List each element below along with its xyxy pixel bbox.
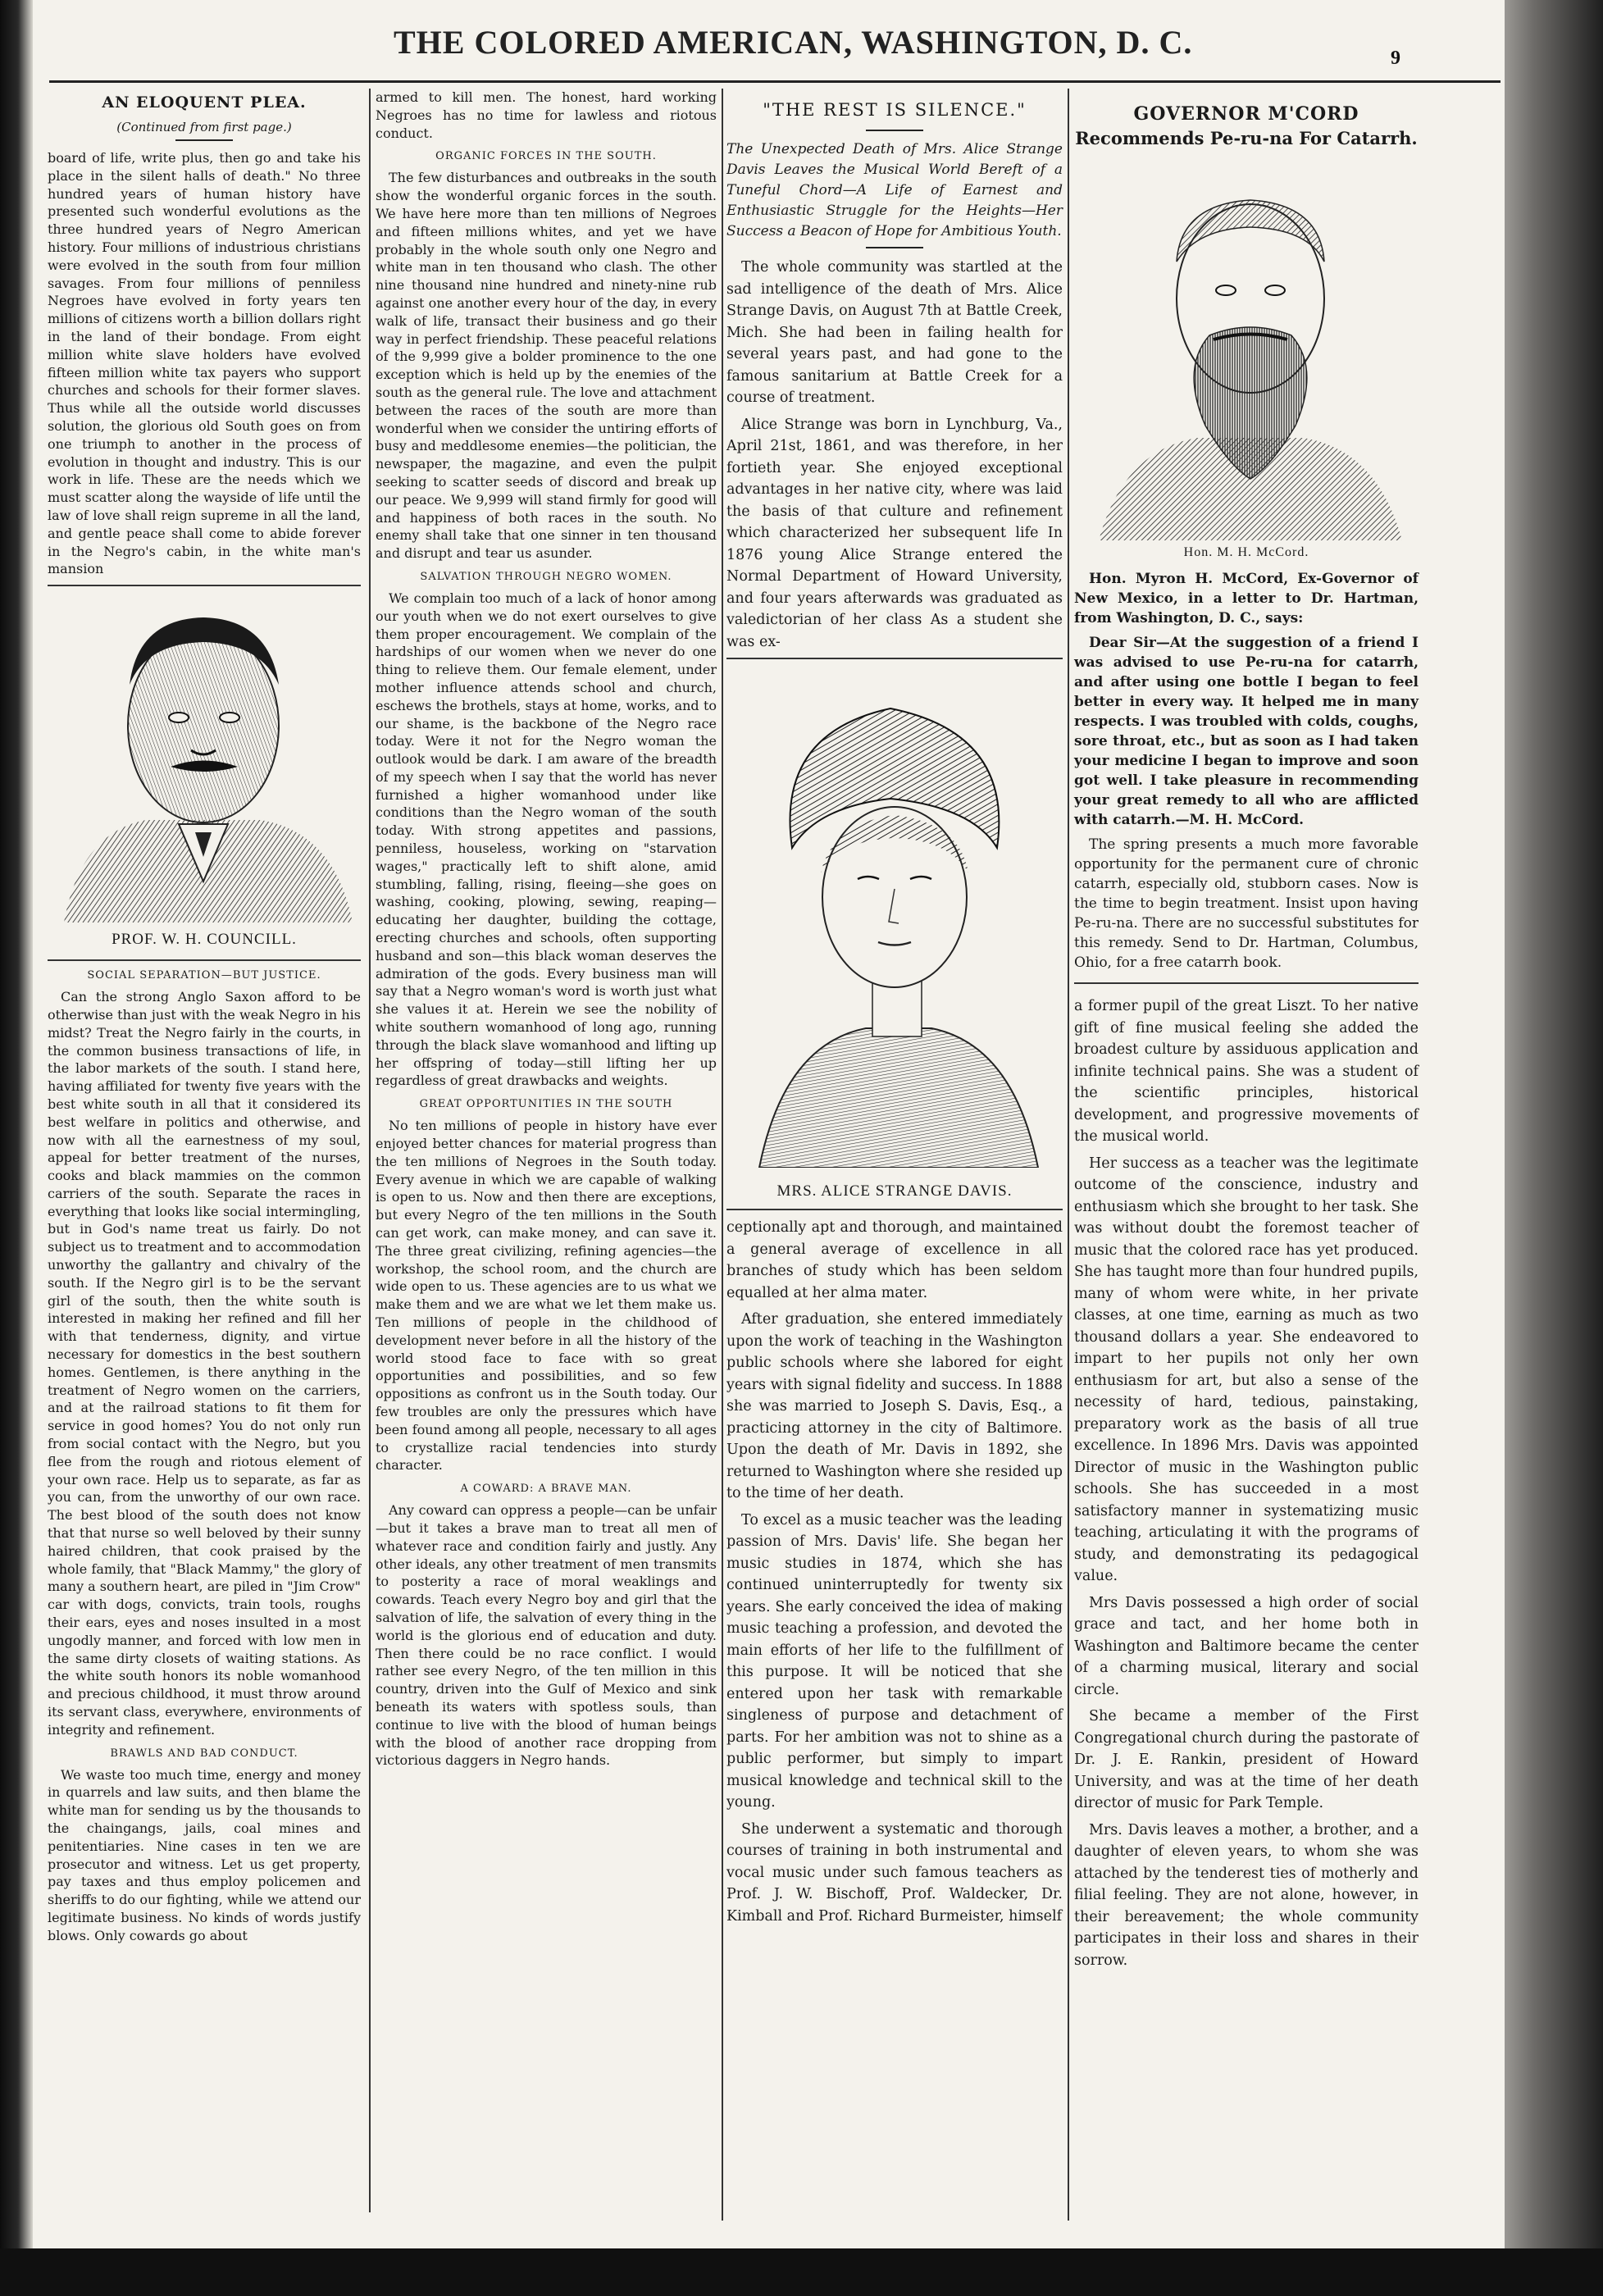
col2-paragraph-1: The few disturbances and outbreaks in the south show the wonderful organic forces in the south. We have here more than ten millions of Negroes and fifteen millions whites, and yet we have probably in the whole south only one Negro and white man in ten thousand who clash. The other nine thousand nine hundred and ninety-nine rub against one another every hour of the day, in every walk of life, transact their business and go their way in perfect friendship. These peaceful relations of the 9,999 give a bolder prominence to the one exception which is held up by the enemies of the south as the general rule. The love and attachment between the races of the south are more than wonderful when we consider the untiring efforts of busy and meddlesome enemies—the politician, the newspaper, the magazine, and even the pulpit seeking to scatter seeds of discord and break up our peace. We 9,999 will stand firmly for good will and happiness of both races in the south. No enemy shall take that one sinner in ten thousand and disrupt and tear us asunder. bbox=[376, 170, 717, 562]
mccord-subheading: Recommends Pe-ru-na For Catarrh. bbox=[1075, 128, 1418, 148]
plea-continued: (Continued from first page.) bbox=[116, 120, 292, 134]
page-number: 9 bbox=[1391, 48, 1400, 69]
silence-paragraph-2: Alice Strange was born in Lynchburg, Va., April 21st, 1861, and was therefore, in her fortieth year. She enjoyed exceptional advantages in her native city, where was laid the basis of that culture and refinement which characterized her subsequent life In 1876 young Alice Strange entered the Normal Department of Howard University, and four years afterwards was graduated as valedictorian of her class As a student she was ex- bbox=[726, 416, 1063, 650]
plea-heading: AN ELOQUENT PLEA. bbox=[102, 93, 307, 112]
councill-caption: PROF. W. H. COUNCILL. bbox=[112, 931, 297, 949]
column-rule-3 bbox=[1068, 89, 1069, 2221]
col2-paragraph-4: Any coward can oppress a people—can be unfair—but it takes a brave man to treat all men of whatever race and condition fairly and justly. Any other ideals, any other treatment of men transmits to posterity a race of moral weaklings and cowards. Teach every Negro boy and girl that the salvation of life, the salvation of every thing in the world is the glorious end of education and duty. Then there could be no race conflict. I would rather see every Negro, of the ten million in this country, driven into the Gulf of Mexico and sink beneath its waters with spotless souls, than continue to live with the blood of human beings with the blood of another race dropping from victorious daggers in Negro hands. bbox=[376, 1502, 717, 1769]
divider bbox=[866, 247, 923, 248]
mccord-paragraph-3: The spring presents a much more favorable opportunity for the permanent cure of chronic catarrh, especially old, stubborn cases. Now is the time to begin treatment. Insist upon having Pe-ru-na. There are no successful substitutes for this remedy. Send to Dr. Hartman, Columbus, Ohio, for a free catarrh book. bbox=[1074, 836, 1419, 971]
masthead-title: THE COLORED AMERICAN, WASHINGTON, D. C. bbox=[394, 24, 1193, 61]
col2-subheading-4: A COWARD: A BRAVE MAN. bbox=[460, 1483, 632, 1496]
plea-paragraph-2: Can the strong Anglo Saxon afford to be otherwise than just with the weak Negro in his midst? Treat the Negro fairly in the courts, in the common business transactions of life, in the labor markets of the south. I stand here, having affiliated for twenty five years with the best white south in all that it considered its best welfare in politics and otherwise, and now with all the earnestness of my soul, appeal for better treatment of the nurses, cooks and black mammies on the common carriers of the south. Separate the races in everything that looks like social intermingling, but in God's name treat us fairly. Do not subject us to treatment and to accommodation unworthy the gallantry and chivalry of the south. If the Negro girl is to be the servant girl of the south, then the white south is interested in making her refined and fill her with that tenderness, dignity, and virtue necessary for domestics in the best southern homes. Gentlemen, is there anything in the treatment of Negro women on the carriers, and at the railroad stations to fit them for service in good homes? You do not only run from social contact with the Negro, but you flee from the rough and riotous element of your own race. Help us to separate, as far as you can, from the unworthy of our own race. The best blood of the south does not know that that nurse so well beloved by their sunny haired children, that cook praised by the whole family, that "Black Mammy," the glory of many a southern heart, are piled in "Jim Crow" car with dogs, convicts, train tools, roughs their ears, eyes and noses insulted in a most ungodly manner, and forced with low men in the same dirty closets of waiting stations. As the white south honors its noble womanhood and precious childhood, it must throw around its servant class, everywhere, environments of integrity and refinement. bbox=[48, 989, 361, 1738]
mccord-engraving bbox=[1074, 155, 1419, 540]
councill-engraving bbox=[48, 586, 361, 922]
portrait-davis bbox=[726, 658, 1063, 1210]
silence-deck: The Unexpected Death of Mrs. Alice Strange Davis Leaves the Musical World Bereft of a Tuneful Chord—A Life of Earnest and Enthusiastic Struggle for the Heights—Her Success a Beacon of Hope for Ambitious Youth. bbox=[726, 141, 1063, 239]
plea-paragraph-1: board of life, write plus, then go and take his place in the silent halls of death." No three hundred years of human history have presented such wonderful evolutions as the three hundred years of Negro American history. Four millions of industrious christians were evolved in the south from four million savages. From four millions of penniless Negroes have evolved in forty years ten millions of citizens worth a billion dollars right in the land of their bondage. From eight million white slave holders have evolved fifteen million white tax payers who support churches and schools for their former slaves. Thus while all the outside world discusses solution, the glorious old South goes on from one triumph to another in the process of evolution in thought and industry. This is our work in life. These are the needs which we must scatter along the wayside of life until the law of love shall reign supreme in all the land, and gentle peace shall come to abide forever in the Negro's cabin, in the white man's mansion bbox=[48, 150, 361, 577]
col2-paragraph-3: No ten millions of people in history have ever enjoyed better chances for material progress than the ten millions of Negroes in the South today. Every avenue in which we are capable of walking is open to us. Now and then there are exceptions, but every Negro of the ten millions in the South can get work, can make money, and can save it. The three great civilizing, refining agencies—the workshop, the school room, and the church are wide open to us. These agencies are to us what we make them and we are what we let them make us. Ten millions of people in the childhood of development never before in all the history of the world stood face to face with so great opportunities and possibilities, and so few oppositions as confront us in the South today. Our few troubles are only the pressures which have been found among all people, necessary to all ages to crystallize racial tendencies into sturdy character. bbox=[376, 1118, 717, 1474]
silence-paragraph-5: To excel as a music teacher was the leading passion of Mrs. Davis' life. She began her music studies in 1874, which she has continued uninterruptedly for twenty six years. She early conceived the idea of making music teaching a profession, and devoted the main efforts of her life to the fulfillment of this purpose. It will be noticed that she entered upon her task with remarkable singleness of purpose and detachment of parts. For her ambition was not to shine as a public performer, but simply to impart musical knowledge and technical skill to the young. bbox=[726, 1511, 1063, 1811]
column-plea-continued bbox=[376, 89, 717, 1774]
silence-paragraph-1: The whole community was startled at the sad intelligence of the death of Mrs. Alice Strange Davis, on August 7th at Battle Creek, Mich. She had been in failing health for several years past, and had gone to the famous sanitarium at Battle Creek for a course of treatment. bbox=[726, 259, 1063, 406]
portrait-councill bbox=[48, 585, 361, 961]
divider bbox=[866, 130, 923, 131]
mccord-caption: Hon. M. H. McCord. bbox=[1183, 545, 1309, 559]
page-edge-right bbox=[1505, 0, 1603, 2296]
davis-continued-paragraph-2: Her success as a teacher was the legitimate outcome of the conscience, industry and enthusiasm which she brought to her task. She was without doubt the foremost teacher of music that the colored race has yet produced. She has taught more than four hundred pupils, many of whom were white, in her private classes, at one time, earning as much as two thousand dollars a year. She endeavored to impart to her pupils not only her own enthusiasm for art, but also a sense of the necessity of hard, tedious, painstaking, preparatory work as the basis of all true excellence. In 1896 Mrs. Davis was appointed Director of music in the Washington public schools. She has succeeded in a most satisfactory manner in systematizing music teaching, articulating it with the programs of study, and demonstrating its pedagogical value. bbox=[1074, 1155, 1419, 1584]
mccord-paragraph-1: Hon. Myron H. McCord, Ex-Governor of New Mexico, in a letter to Dr. Hartman, from Washington, D. C., says: bbox=[1074, 571, 1419, 626]
mccord-heading: GOVERNOR M'CORD bbox=[1133, 103, 1359, 125]
page-edge-left bbox=[0, 0, 33, 2296]
davis-continued-paragraph-3: Mrs Davis possessed a high order of social grace and tact, and her home both in Washington and Baltimore became the center of a charming musical, literary and social circle. bbox=[1074, 1594, 1419, 1698]
silence-paragraph-6: She underwent a systematic and thorough courses of training in both instrumental and vocal music under such famous teachers as Prof. J. W. Bischoff, Prof. Waldecker, Dr. Kimball and Prof. Richard Burmeister, himself bbox=[726, 1820, 1063, 1925]
silence-heading: "THE REST IS SILENCE." bbox=[763, 100, 1027, 120]
davis-caption: MRS. ALICE STRANGE DAVIS. bbox=[776, 1182, 1013, 1200]
column-rule-1 bbox=[369, 89, 371, 2212]
col2-paragraph-0: armed to kill men. The honest, hard working Negroes has no time for lawless and riotous conduct. bbox=[376, 89, 717, 141]
davis-continued-paragraph-4: She became a member of the First Congregational church during the pastorate of Dr. J. E. Rankin, president of Howard University, and was at the time of her death director of music for Park Temple. bbox=[1074, 1708, 1419, 1811]
davis-continued-paragraph-1: a former pupil of the great Liszt. To her native gift of fine musical feeling she added the broadest culture by assiduous application and infinite technical pains. She was a student of the scientific principles, historical development, and progressive movements of the musical world. bbox=[1074, 998, 1419, 1145]
column-plea bbox=[48, 89, 361, 1950]
column-silence bbox=[726, 89, 1063, 1932]
divider bbox=[1074, 982, 1419, 984]
plea-subheading-1: SOCIAL SEPARATION—BUT JUSTICE. bbox=[87, 969, 321, 982]
plea-subheading-2: BRAWLS AND BAD CONDUCT. bbox=[110, 1747, 298, 1760]
silence-paragraph-3: ceptionally apt and thorough, and maintained a general average of excellence in all branches of study which has been seldom equalled at her alma mater. bbox=[726, 1219, 1063, 1301]
silence-paragraph-4: After graduation, she entered immediately upon the work of teaching in the Washington public schools where she labored for eight years with signal fidelity and success. In 1888 she was married to Joseph S. Davis, Esq., a practicing attorney in the city of Baltimore. Upon the death of Mr. Davis in 1892, she returned to Washington where she resided up to the time of her death. bbox=[726, 1311, 1063, 1501]
col2-subheading-2: SALVATION THROUGH NEGRO WOMEN. bbox=[420, 570, 672, 583]
davis-continued-paragraph-5: Mrs. Davis leaves a mother, a brother, and a daughter of eleven years, to whom she was attached by the tenderest ties of motherly and filial feeling. They are not alone, however, in their bereavement; the whole community participates in their loss and shares in their sorrow. bbox=[1074, 1821, 1419, 1969]
portrait-mccord bbox=[1074, 155, 1419, 569]
masthead-rule bbox=[49, 80, 1501, 83]
mccord-paragraph-2: Dear Sir—At the suggestion of a friend I was advised to use Pe-ru-na for catarrh, and after using one bottle I began to feel better in every way. It helped me in many respects. I was troubled with colds, coughs, sore throat, etc., but as soon as I had taken your medicine I began to improve and soon got well. I take pleasure in recommending your great remedy to all who are afflicted with catarrh.—M. H. McCord. bbox=[1074, 635, 1419, 828]
column-mccord bbox=[1074, 89, 1419, 1976]
col2-subheading-1: ORGANIC FORCES IN THE SOUTH. bbox=[435, 150, 657, 163]
davis-engraving bbox=[726, 659, 1063, 1168]
col2-subheading-3: GREAT OPPORTUNITIES IN THE SOUTH bbox=[419, 1098, 673, 1111]
divider bbox=[175, 139, 233, 141]
plea-paragraph-3: We waste too much time, energy and money in quarrels and law suits, and then blame the white man for sending us by the thousands to the chaingangs, jails, coal mines and penitentiaries. Nine cases in ten we are prosecutor and witness. Let us get property, pay taxes and thus employ policemen and sheriffs to do our fighting, while we attend our legitimate business. No kinds of words justify blows. Only cowards go about bbox=[48, 1766, 361, 1943]
col2-paragraph-2: We complain too much of a lack of honor among our youth when we do not exert ourselves to give them proper encouragement. We complain of the hardships of our women when we never do one thing to relieve them. Our female element, under mother influence attends school and church, eschews the brothels, stays at home, works, and to our shame, is the backbone of the Negro race today. Were it not for the Negro woman the outlook would be dark. I am aware of the breadth of my speech when I say that the world has never furnished a higher womanhood under like conditions than the Negro woman of the south today. With strong appetites and passions, penniless, houseless, working on "starvation wages," practically left to shift alone, amid stumbling, falling, rising, fleeing—she goes on washing, cooking, plowing, sewing, reaping—educating her daughter, building the cottage, erecting churches and schools, often supporting husband and son—this black woman deserves the admiration of the gods. Every business man will say that a Negro woman's word is worth just what she values it at. Herein we see the nobility of white southern womanhood of long ago, running through the black slave womanhood and lifting up her offspring of today—still lifting her up regardless of great drawbacks and weights. bbox=[376, 590, 717, 1089]
page-edge-bottom bbox=[0, 2248, 1603, 2296]
column-rule-2 bbox=[722, 89, 723, 2221]
